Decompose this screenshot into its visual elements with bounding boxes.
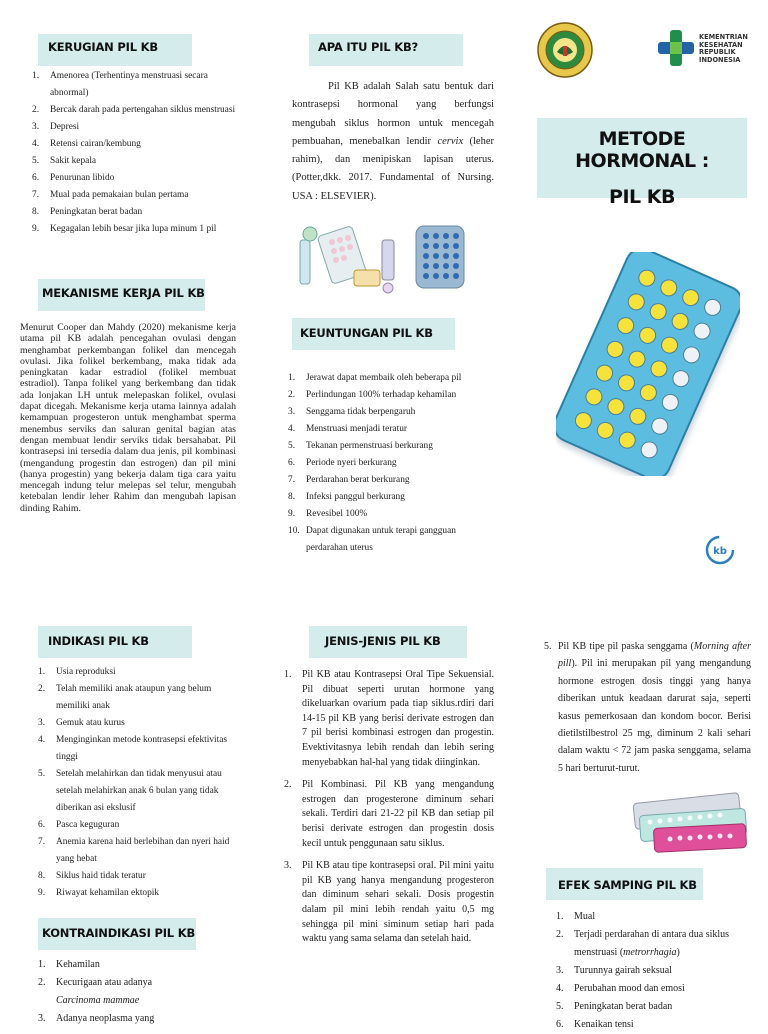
list-item: 7. Mual pada pemakaian bulan pertama (32, 190, 189, 200)
list-item: 1. Kehamilan (38, 959, 100, 970)
keuntungan-list (288, 370, 496, 557)
kemenkes-logo-text: KEMENTRIAN KESEHATAN REPUBLIK INDONESIA (699, 33, 748, 64)
list-item: 2. Pil Kombinasi. Pil KB yang mengandung estrogen dan progesterone diminum sehari sekali. Terdiri dari 21-22 pil KB dan setiap pil berisi derivate estrogen dan progestin dosis kecil untuk penggunaan satu siklus. (284, 779, 494, 849)
list-item: 4. Perubahan mood dan emosi (556, 983, 685, 994)
list-item: 2. Telah memiliki anak ataupun yang belum memiliki anak (38, 684, 212, 711)
list-item: 1. Pil KB atau Kontrasepsi Oral Tipe Sekuensial. Pil dibuat seperti urutan hormone yang dikeluarkan ovarium pada tiap siklus.rdiri dari 14-15 pil KB yang berisi derivate estrogen dan 7 pil berisi kombinasi estrogen dan progestin. Evektivitasnya lebih rendah dan lebih sering menyebabkan hal-hal yang tidak diinginkan. (284, 669, 494, 768)
pill-pack-illustration (556, 252, 740, 476)
list-item: 5. Setelah melahirkan dan tidak menyusui atau setelah melahirkan anak 6 bulan yang tidak diberikan asi ekslusif (38, 769, 222, 813)
list-item: 9. Kegagalan lebih besar jika lupa minum 1 pil (32, 224, 217, 234)
list-item: 5. Peningkatan berat badan (556, 1001, 673, 1012)
list-item: 3. Depresi (32, 122, 80, 132)
list-item: 5. Tekanan permenstruasi berkurang (288, 441, 433, 451)
list-item: 6. Periode nyeri berkurang (288, 458, 397, 468)
heading-efek: EFEK SAMPING PIL KB (558, 878, 697, 892)
kontraindikasi-list (38, 956, 238, 1028)
list-item: 8. Infeksi panggul berkurang (288, 492, 405, 502)
heading-keuntungan: KEUNTUNGAN PIL KB (300, 326, 433, 340)
list-item: 2. Kecurigaan atau adanya Carcinoma mammae (38, 977, 153, 1006)
heading-jenis: JENIS-JENIS PIL KB (325, 634, 441, 648)
list-item: 6. Penurunan libido (32, 173, 115, 183)
list-item: 2. Bercak darah pada pertengahan siklus menstruasi (32, 105, 236, 115)
list-item: 5. Sakit kepala (32, 156, 97, 166)
list-item: 2. Terjadi perdarahan di antara dua siklus menstruasi (metrorrhagia) (556, 929, 730, 958)
contraceptive-pills-illustration (294, 220, 406, 296)
kerugian-list (32, 68, 239, 238)
indikasi-list (38, 664, 238, 902)
heading-kontraindikasi: KONTRAINDIKASI PIL KB (42, 926, 196, 940)
list-item: 4. Retensi cairan/kembung (32, 139, 141, 149)
heading-kerugian: KERUGIAN PIL KB (48, 40, 158, 54)
list-item: 8. Peningkatan berat badan (32, 207, 143, 217)
list-item: 2. Perlindungan 100% terhadap kehamilan (288, 390, 457, 400)
list-item: 1. Usia reproduksi (38, 667, 116, 677)
brochure-title-box (537, 118, 747, 208)
mekanisme-paragraph: Menurut Cooper dan Mahdy (2020) mekanisme kerja utama pil KB adalah pencegahan ovulasi dengan menghambat perkembangan folikel dan mencegah ovulasi. Jika folikel berkembang, maka tidak ada peningkatan kadar estradiol (folikel membuat estradiol). Tanpa folikel yang berkembang dan tidak ada lonjakan LH untuk melepaskan folikel, ovulasi dapat dicegah. Mekanisme kerja utama lainnya adalah kemampuan progesteron untuk menghambat sperma menembus serviks dan saluran genital bagian atas dengan membuat lendir serviks tidak bersahabat. Pil kontrasepsi ini tersedia dalam dua jenis, pil kombinasi (mengandung progestin dan estrogen) dan pil mini (hanya progestin) yang bekerja dalam tiga cara yaitu mencegah indung telur melepas sel telur, mengubah ketebalan lendir leher Rahim dan mengubah lapisan dinding Rahim. (20, 322, 236, 514)
list-item: 9. Revesibel 100% (288, 509, 368, 519)
list-item: 7. Anemia karena haid berlebihan dan nyeri haid yang hebat (38, 837, 230, 864)
pill-packs-photo (630, 792, 750, 856)
list-item: 1. Jerawat dapat membaik oleh beberapa pil (288, 373, 462, 383)
list-item: 3. Adanya neoplasma yang (38, 1013, 155, 1024)
pill-blister-pack-icon (414, 224, 466, 290)
list-item: 3. Gemuk atau kurus (38, 718, 125, 728)
list-item: 1. Amenorea (Terhentinya menstruasi secara abnormal) (32, 71, 208, 98)
heading-apa-itu: APA ITU PIL KB? (318, 40, 419, 54)
kemenkes-logo (656, 28, 696, 68)
brochure-title-line2: PIL KB (609, 186, 675, 208)
list-item: 8. Siklus haid tidak teratur (38, 871, 146, 881)
list-item: 3. Turunnya gairah seksual (556, 965, 672, 976)
heading-mekanisme: MEKANISME KERJA PIL KB (42, 286, 205, 300)
jenis-list (284, 668, 494, 947)
list-item: 4. Menstruasi menjadi teratur (288, 424, 408, 434)
list-item: 4. Menginginkan metode kontrasepsi efektivitas tinggi (38, 735, 228, 762)
list-item: 3. Senggama tidak berpengaruh (288, 407, 416, 417)
kb-logo (704, 534, 736, 566)
list-item: 6. Pasca keguguran (38, 820, 120, 830)
list-item: 7. Perdarahan berat berkurang (288, 475, 410, 485)
efek-list (556, 908, 752, 1034)
brochure-title-line1: METODE HORMONAL : (575, 128, 709, 172)
list-item: 10. Dapat digunakan untuk terapi gangguan perdarahan uterus (288, 526, 456, 553)
list-item: 6. Kenaikan tensi (556, 1019, 634, 1030)
list-item: 3. Pil KB atau tipe kontrasepsi oral. Pil mini yaitu pil KB yang hanya mengandung progesteron dan diminum sehari sekali. Dosis progestin dalam pil mini lebih rendah yaitu 0,5 mg sehingga pil mini siminum setiap hari pada waktu yang sama selama dan setelah haid. (284, 860, 494, 945)
jenis-item-5: 5. Pil KB tipe pil paska senggama (Morning after pill). Pil ini merupakan pil yang mengandung hormone estrogen dosis tinggi yang hanya diberikan untuk keadaan darurat saja, seperti kasus pemerkosaan dan kondom bocor. Berisi dietilstilbestrol 25 mg, diminum 2 kali sehari dalam waktu < 72 jam paska senggama, selama 5 hari berturut-turut. (544, 641, 752, 774)
heading-indikasi: INDIKASI PIL KB (48, 634, 149, 648)
list-item: 9. Riwayat kehamilan ektopik (38, 888, 160, 898)
svg-text:kb: kb (713, 546, 727, 557)
list-item: 1. Mual (556, 911, 596, 922)
university-seal-logo (537, 22, 593, 78)
apa-itu-paragraph: Pil KB adalah Salah satu bentuk dari kontrasepsi hormonal yang berfungsi mengubah siklus hormon untuk mencegah pembuahan, menebalkan lendir cervix (leher rahim), dan menipiskan lapisan uterus. (Potter,dkk. 2017. Fundamental of Nursing. USA : ELSEVIER). (292, 81, 494, 202)
